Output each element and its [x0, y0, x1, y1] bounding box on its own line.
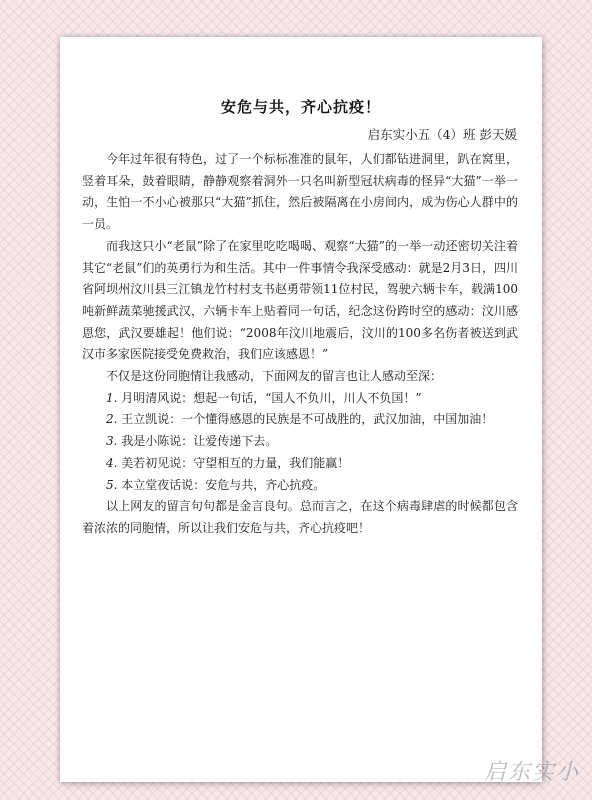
list-item-text: 我是小陈说：让爱传递下去。 — [121, 434, 278, 449]
list-item-text: 王立凯说：一个懂得感恩的民族是不可战胜的，武汉加油，中国加油！ — [121, 412, 494, 427]
list-item-text: 本立堂夜话说：安危与共，齐心抗疫。 — [121, 477, 326, 492]
document-page — [60, 37, 542, 782]
essay-title: 安危与共，齐心抗疫！ — [220, 98, 381, 116]
list-item — [82, 409, 518, 431]
author-byline: 启东实小五（4）班 彭天媛 — [367, 127, 517, 142]
list-item-number: 3. — [106, 434, 118, 449]
list-item — [82, 475, 518, 497]
list-item-number: 1. — [106, 390, 118, 405]
list-item-number: 5. — [106, 477, 118, 492]
paragraph: 而我这只小“老鼠”除了在家里吃吃喝喝、观察“大猫”的一举一动还密切关注着其它“老鼠”们的英勇行为和生活。其中一件事情令我深受感动：就是2月3日，四川省阿坝州汶川县三江镇龙竹村村支书赵勇带领11位村民，驾驶六辆卡车，载满100吨新鲜蔬菜驰援武汉，六辆卡车上贴着同一句话，纪念这份跨时空的感动：汶川感恩您，武汉要雄起！他们说：“2008年汶川地震后，汶川的100多名伤者被送到武汉市多家医院接受免费救治，我们应该感恩！” — [82, 238, 518, 362]
school-watermark: 启东实小 — [483, 760, 580, 785]
list-item — [82, 453, 518, 475]
list-item-number: 4. — [106, 455, 118, 470]
paragraph: 今年过年很有特色，过了一个标标准准的鼠年，人们都钻进洞里，趴在窝里，竖着耳朵，鼓着眼睛，静静观察着洞外一只名叫新型冠状病毒的怪异“大猫”一举一动，生怕一不小心被那只“大猫”抓住，然后被隔离在小房间内，成为伤心人群中的一员。 — [82, 152, 518, 232]
list-item-text: 月明清风说：想起一句话，“国人不负川，川人不负国！” — [121, 390, 422, 405]
list-item — [82, 431, 518, 453]
essay-body — [82, 149, 518, 540]
list-item-number: 2. — [106, 412, 118, 427]
closing-paragraph: 以上网友的留言句句都是金言良句。总而言之，在这个病毒肆虐的时候都包含着浓浓的同胞情，所以让我们安危与共，齐心抗疫吧！ — [82, 499, 518, 535]
list-item-text: 美若初见说：守望相互的力量，我们能赢！ — [121, 455, 350, 470]
paragraph: 不仅是这份同胞情让我感动，下面网友的留言也让人感动至深： — [106, 369, 443, 384]
list-item — [82, 388, 518, 410]
